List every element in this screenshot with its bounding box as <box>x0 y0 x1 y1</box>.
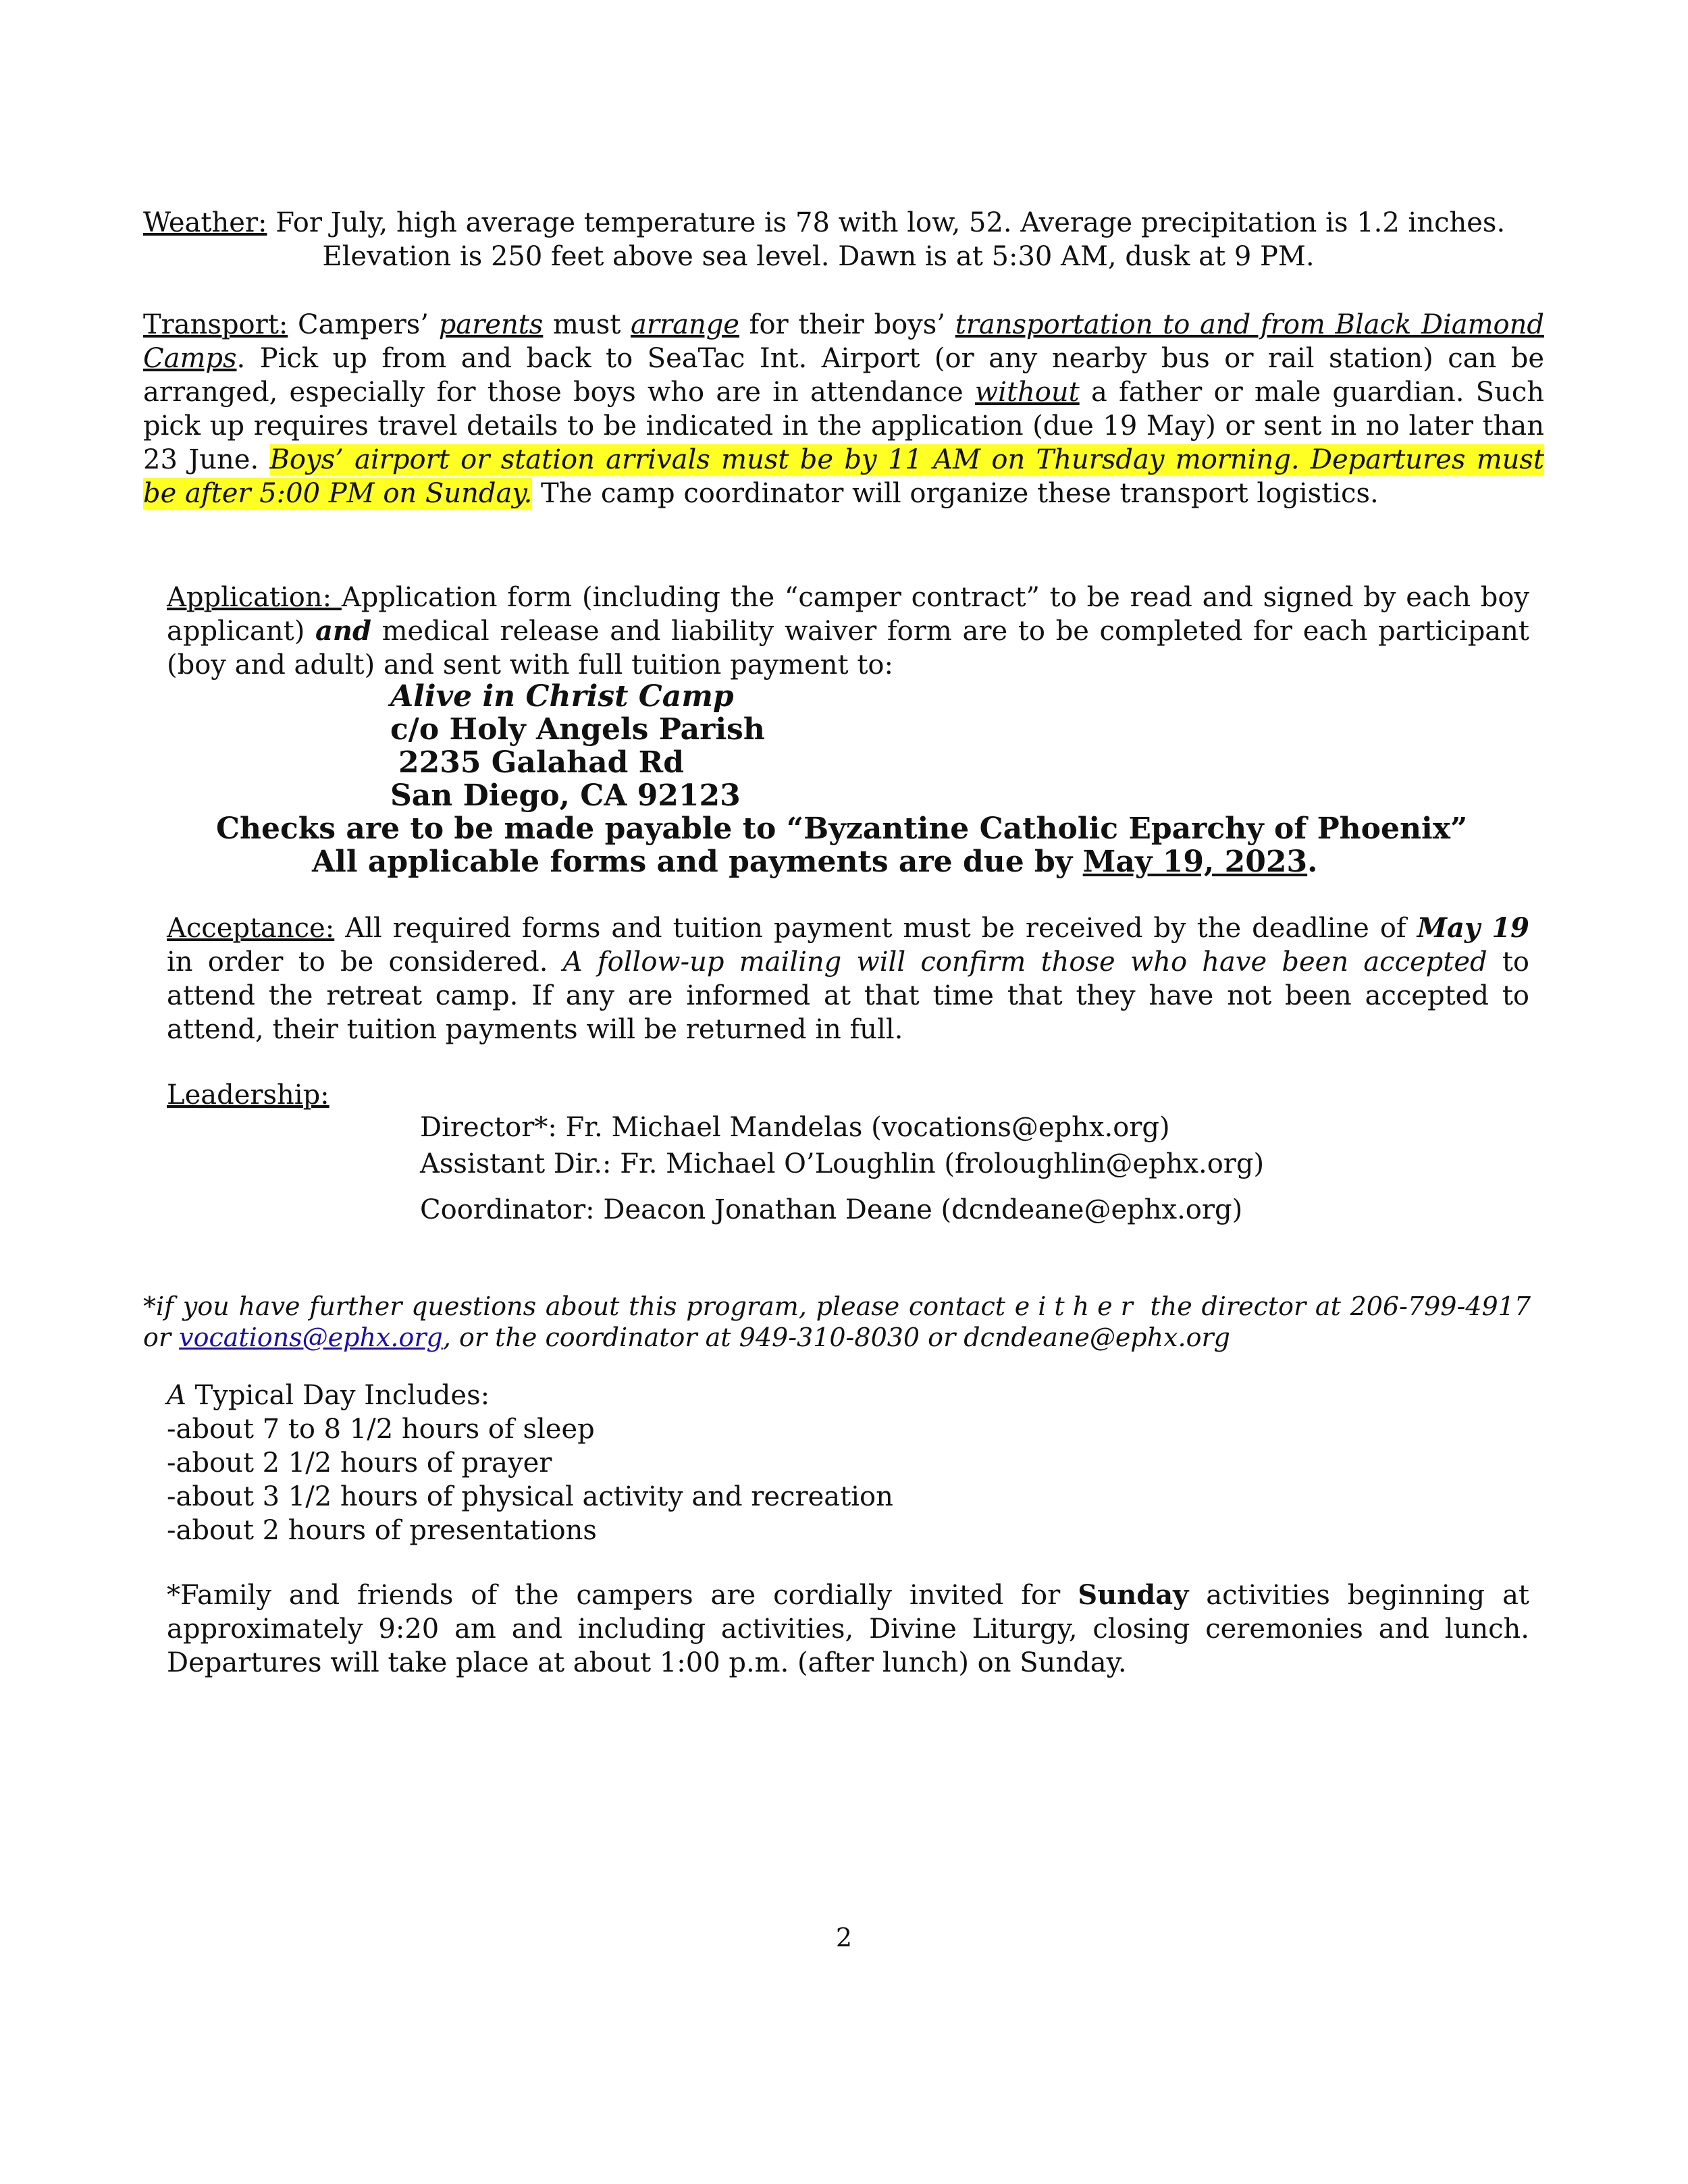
page-number: 2 <box>835 1923 853 1952</box>
weather-line-1: Weather: For July, high average temperature is 78 with low, 52. Average precipitation is 1.2 inches. <box>143 207 1506 238</box>
family-section: *Family and friends of the campers are cordially invited for Sunday activities beginning at approximately 9:20 am and including activities, Divine Liturgy, closing ceremonies and lunch. Departures will take place at about 1:00 p.m. (after lunch) on Sunday. <box>167 1579 1529 1678</box>
address-line-3: 2235 Galahad Rd <box>398 745 685 780</box>
leadership-director: Director*: Fr. Michael Mandelas (vocations@ephx.org) <box>420 1112 1170 1143</box>
address-line-1: Alive in Christ Camp <box>390 679 734 714</box>
leadership-label: Leadership: <box>167 1080 329 1111</box>
due-date: May 19, 2023 <box>1082 845 1308 879</box>
transport-label: Transport: <box>143 309 288 340</box>
weather-line-2: Elevation is 250 feet above sea level. Dawn is at 5:30 AM, dusk at 9 PM. <box>322 241 1315 272</box>
acceptance-deadline: May 19 <box>1417 912 1529 944</box>
transport-section: Transport: Campers’ parents must arrange for their boys’ transportation to and from Black Diamond Camps. Pick up from and back to SeaTac Int. Airport (or any nearby bus or rail station) can be arranged, especially for those boys who are in attendance without a father or male guardian. Such pick up requires travel details to be indicated in the application (due 19 May) or sent in no later than 23 June. Boys’ airport or station arrivals must be by 11 AM on Thursday morning. Departures must be after 5:00 PM on Sunday. The camp coordinator will organize these transport logistics. <box>143 309 1545 509</box>
vocations-email-link[interactable]: vocations@ephx.org <box>179 1323 443 1352</box>
leadership-coordinator: Coordinator: Deacon Jonathan Deane (dcndeane@ephx.org) <box>420 1194 1243 1225</box>
address-line-4: San Diego, CA 92123 <box>390 778 741 813</box>
application-label: Application: <box>167 582 342 613</box>
weather-section <box>143 206 1548 273</box>
checks-payable: Checks are to be made payable to “Byzantine Catholic Eparchy of Phoenix” <box>216 811 1468 846</box>
list-item: -about 2 1/2 hours of prayer <box>167 1447 552 1479</box>
contact-note: *if you have further questions about this program, please contact either the director at 206-799-4917 or vocations@ephx.org, or the coordinator at 949-310-8030 or dcndeane@ephx.org <box>143 1291 1531 1352</box>
application-section: Application: Application form (including the “camper contract” to be read and signed by each boy applicant) and medical release and liability waiver form are to be completed for each participant (boy and adult) and sent with full tuition payment to: <box>167 582 1529 681</box>
acceptance-label: Acceptance: <box>167 913 335 944</box>
list-item: -about 7 to 8 1/2 hours of sleep <box>167 1414 595 1445</box>
list-item: -about 2 hours of presentations <box>167 1515 597 1546</box>
due-date-line: All applicable forms and payments are due by May 19, 2023. <box>312 845 1318 879</box>
typical-day-heading: A Typical Day Includes: <box>167 1380 490 1411</box>
transport-destination: transportation to and from Black Diamond Camps <box>143 309 1544 374</box>
list-item: -about 3 1/2 hours of physical activity and recreation <box>167 1481 893 1512</box>
weather-label: Weather: <box>143 207 267 238</box>
address-line-2: c/o Holy Angels Parish <box>390 712 765 747</box>
typical-day-section <box>167 1379 1517 1547</box>
transport-highlight: Boys’ airport or station arrivals must be by 11 AM on Thursday morning. Departures must be after 5:00 PM on Sunday. <box>143 444 1544 509</box>
acceptance-section: Acceptance: All required forms and tuition payment must be received by the deadline of May 19 in order to be considered. A follow-up mailing will confirm those who have been accepted to attend the retreat camp. If any are informed at that time that they have not been accepted to attend, their tuition payments will be returned in full. <box>167 912 1530 1045</box>
leadership-assistant: Assistant Dir.: Fr. Michael O’Loughlin (froloughlin@ephx.org) <box>420 1148 1265 1179</box>
